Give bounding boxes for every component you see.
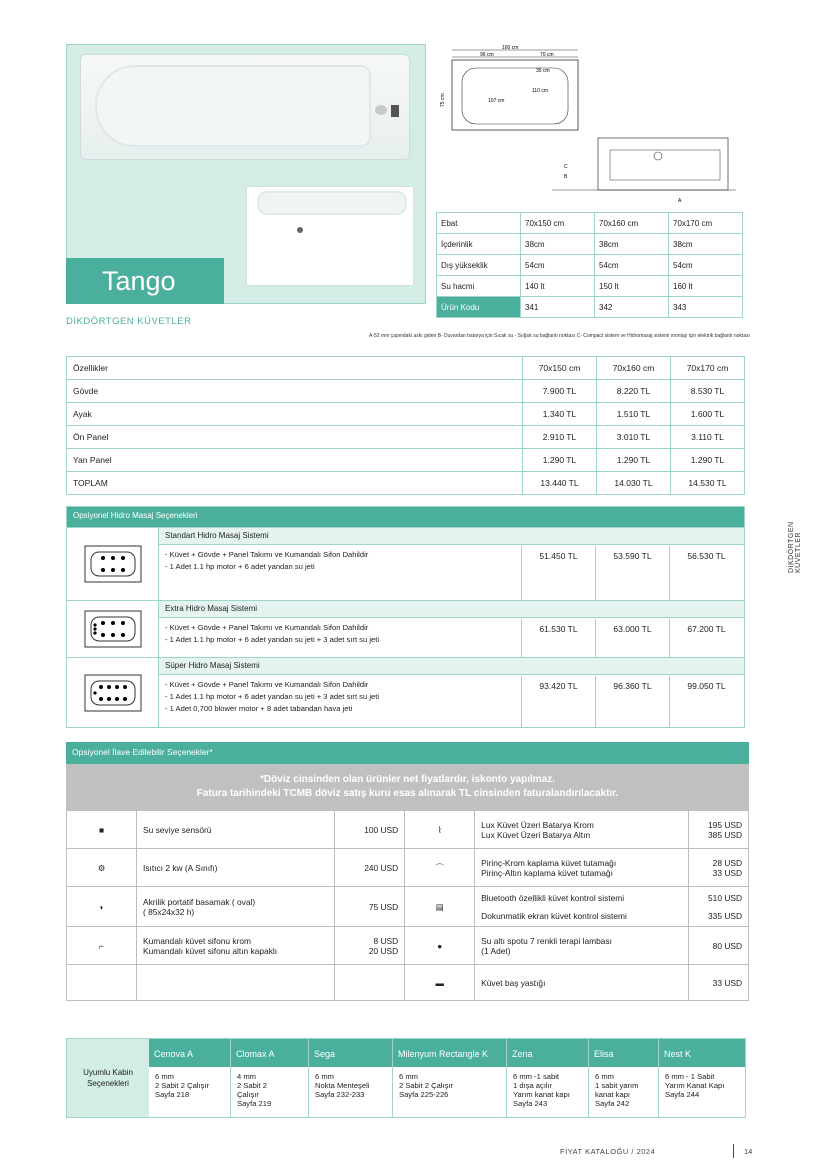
- spec-table: [436, 212, 743, 318]
- cabin-item: Elisa 6 mm 1 sabit yarım kanat kapı Sayfa 242: [589, 1039, 659, 1117]
- spec-row-product-code: Ürün Kodu 341 342 343: [437, 297, 743, 318]
- compatible-cabins: [66, 1038, 746, 1118]
- cabin-item: Zena 6 mm -1 sabit 1 dışa açılır Yarım kanat kapı Sayfa 243: [507, 1039, 589, 1117]
- cabin-item: Nest K 6 mm - 1 Sabit Yarım Kanat Kapı Sayfa 244: [664, 1049, 725, 1099]
- step-stool-icon: ◗: [67, 887, 137, 927]
- hydro-system-extra: Extra Hidro Masaj Sistemi - Küvet + Gövde + Panel Takımı ve Kumandalı Sifon Dahildir - 1 Adet 1.1 hp motor + 6 adet yandan su jeti + 3 adet sırt su jeti 61.530 TL 63.000 TL 67.200 TL: [67, 600, 744, 657]
- spec-row: Ebat 70x150 cm 70x160 cm 70x170 cm: [437, 213, 743, 234]
- cabins-label: Uyumlu Kabin Seçenekleri: [67, 1039, 149, 1117]
- accessory-row: ◗ Akrilik portatif basamak ( oval) ( 85x24x32 h) 75 USD ▤ Bluetooth özellikli küvet kontrol sistemi Dokunmatik ekran küvet kontrol sistemi 510 USD 335 USD: [67, 887, 749, 927]
- connection-footnote: A-52 mm çapındaki askı gideri B- Duvardan batarya için Sıcak su - Soğuk su bağlantı noktası C- Compact sistem ve Hidromasaj sistemi montajı için elektrik bağlantı noktası: [369, 333, 750, 339]
- page-number: 14: [744, 1147, 753, 1156]
- product-category: DİKDÖRTGEN KÜVETLER: [66, 316, 192, 327]
- hydro-system-standard: Standart Hidro Masaj Sistemi - Küvet + Gövde + Panel Takımı ve Kumandalı Sifon Dahildir - 1 Adet 1.1 hp motor + 6 adet yandan su jeti 51.450 TL 53.590 TL 56.530 TL: [67, 527, 744, 600]
- control-panel-icon: ▤: [405, 887, 475, 927]
- svg-text:B: B: [564, 174, 568, 180]
- footer-divider: [733, 1144, 734, 1158]
- dim-label-35: 35 cm: [536, 68, 550, 74]
- dim-label-107: 107 cm: [488, 98, 505, 104]
- svg-text:A: A: [678, 198, 682, 204]
- cabin-item: Cenova A 6 mm 2 Sabit 2 Çalışır Sayfa 218: [149, 1039, 231, 1117]
- heater-icon: ⚙: [67, 849, 137, 887]
- hydro-massage-section: [66, 506, 745, 728]
- price-row-total: TOPLAM 13.440 TL 14.030 TL 14.530 TL: [67, 472, 745, 495]
- cabin-item: Milenyum Rectangle K 6 mm 2 Sabit 2 Çalışır Sayfa 225-226: [393, 1039, 507, 1117]
- price-row: Ayak 1.340 TL 1.510 TL 1.600 TL: [67, 403, 745, 426]
- hydro-section-title: Opsiyonel Hidro Masaj Seçenekleri: [67, 507, 744, 527]
- product-title: Tango: [66, 258, 224, 304]
- bathtub-jets-icon: [67, 601, 159, 657]
- svg-text:C: C: [564, 164, 568, 170]
- dim-label-160: 160 cm: [502, 45, 519, 51]
- spec-row: Dış yükseklik 54cm 54cm 54cm: [437, 255, 743, 276]
- water-level-sensor-icon: ■: [67, 811, 137, 849]
- price-table: [66, 356, 745, 495]
- cabin-item: Clomax A 4 mm 2 Sabit 2 Çalışır Sayfa 219: [231, 1039, 309, 1117]
- spec-row: Su hacmi 140 lt 150 lt 160 lt: [437, 276, 743, 297]
- grab-handle-icon: ⌒: [405, 849, 475, 887]
- bathtub-panel-photo: [246, 186, 414, 286]
- bathtub-jets-icon: [67, 658, 159, 727]
- price-row: Ön Panel 2.910 TL 3.010 TL 3.110 TL: [67, 426, 745, 449]
- footer-catalog: FİYAT KATALOĞU / 2024: [560, 1147, 656, 1156]
- spec-row: İçderinlik 38cm 38cm 38cm: [437, 234, 743, 255]
- technical-drawing: [440, 44, 750, 204]
- accessory-row: ⌐ Kumandalı küvet sifonu krom Kumandalı küvet sifonu altın kapaklı 8 USD 20 USD ● Su altı spotu 7 renkli terapi lambası (1 Adet) 80 USD: [67, 927, 749, 965]
- dim-label-70: 70 cm: [540, 52, 554, 58]
- pillow-icon: ▬: [405, 965, 475, 1001]
- side-section-label: DİKDÖRTGEN KÜVETLER: [788, 521, 802, 573]
- price-row: Yan Panel 1.290 TL 1.290 TL 1.290 TL: [67, 449, 745, 472]
- bathtub-top-photo: [80, 54, 410, 160]
- faucet-icon: ⌇: [405, 811, 475, 849]
- accessories-table: [66, 810, 749, 1001]
- spotlight-icon: ●: [405, 927, 475, 965]
- cabin-item: Sega 6 mm Nokta Menteşeli Sayfa 232-233: [309, 1039, 393, 1117]
- options-title: Opsiyonel İlave Edilebilir Seçenekler*: [66, 742, 749, 764]
- hydro-system-super: Süper Hidro Masaj Sistemi - Küvet + Gövde + Panel Takımı ve Kumandalı Sifon Dahildir - 1 Adet 1.1 hp motor + 6 adet yandan su jeti + 3 adet sırt su jeti - 1 Adet 0,700 blower motor + 8 adet tabandan hava jeti 93.420 TL 96.360 TL 99.050 TL: [67, 657, 744, 727]
- price-row: Gövde 7.900 TL 8.220 TL 8.530 TL: [67, 380, 745, 403]
- accessory-row: ⚙ Isıtıcı 2 kw (A Sınıfı) 240 USD ⌒ Pirinç-Krom kaplama küvet tutamağı Pirinç-Altın kaplama küvet tutamağı 28 USD 33 USD: [67, 849, 749, 887]
- bathtub-jets-icon: [67, 528, 159, 600]
- siphon-icon: ⌐: [67, 927, 137, 965]
- optional-accessories-section: [66, 742, 749, 1012]
- dim-label-75: 75 cm: [440, 93, 446, 107]
- price-header-row: Özellikler 70x150 cm 70x160 cm 70x170 cm: [67, 357, 745, 380]
- currency-warning: *Döviz cinsinden olan ürünler net fiyatlardır, iskonto yapılmaz. Fatura tarihindeki TCMB döviz satış kuru esas alınarak TL cinsinden faturalandırılacaktır.: [66, 764, 749, 810]
- accessory-row: ▬ Küvet baş yastığı 33 USD: [67, 965, 749, 1001]
- dim-label-96: 96 cm: [480, 52, 494, 58]
- accessory-row: ■ Su seviye sensörü 100 USD ⌇ Lux Küvet Üzeri Batarya Krom Lux Küvet Üzeri Batarya Altın 195 USD 385 USD: [67, 811, 749, 849]
- dim-label-110: 110 cm: [532, 88, 549, 94]
